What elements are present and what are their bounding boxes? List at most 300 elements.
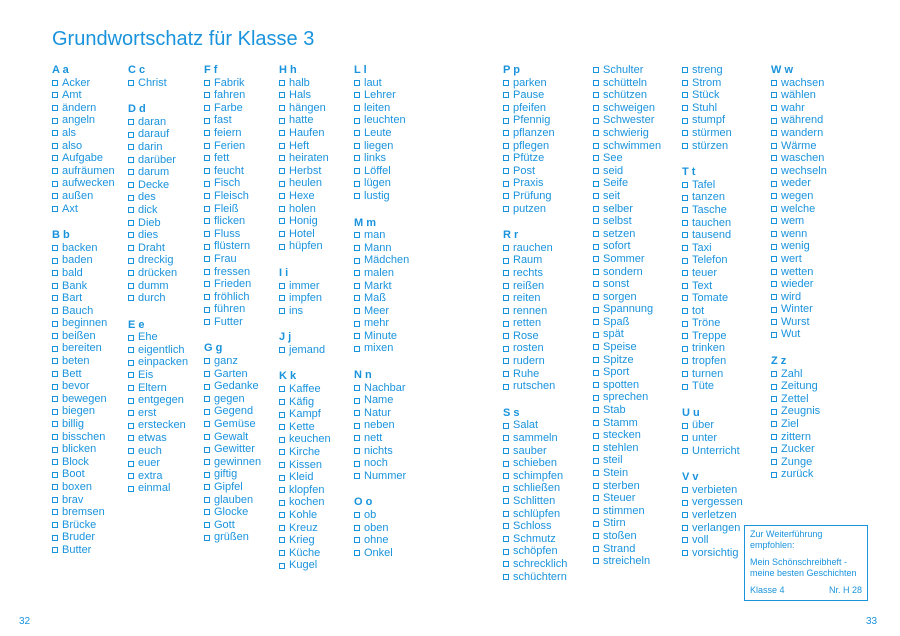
word-item	[771, 328, 827, 341]
checkbox-icon	[52, 409, 58, 415]
checkbox-icon	[593, 294, 599, 300]
word-item	[52, 102, 115, 115]
word-text: biegen	[62, 405, 96, 418]
word-text: etwas	[138, 432, 167, 445]
word-text: jemand	[289, 343, 326, 356]
word-item	[52, 431, 115, 444]
letter-group	[128, 64, 188, 89]
word-item	[354, 382, 409, 395]
checkbox-icon	[593, 521, 599, 527]
checkbox-icon	[503, 371, 509, 377]
word-text: sonst	[603, 278, 630, 291]
word-text: backen	[62, 241, 98, 254]
checkbox-icon	[52, 258, 58, 264]
word-text: Ferien	[214, 139, 246, 152]
checkbox-icon	[682, 333, 688, 339]
word-item	[503, 495, 567, 508]
word-text: selbst	[603, 215, 632, 228]
word-item	[279, 433, 331, 446]
word-item	[279, 165, 331, 178]
word-text: wählen	[781, 89, 816, 102]
word-item	[52, 355, 115, 368]
letter-group	[682, 64, 743, 152]
checkbox-icon	[682, 346, 688, 352]
checkbox-icon	[204, 447, 210, 453]
word-text: seid	[603, 164, 624, 177]
word-text: steil	[603, 454, 623, 467]
checkbox-icon	[682, 143, 688, 149]
letter-group	[593, 64, 661, 568]
checkbox-icon	[593, 181, 599, 187]
word-item	[503, 190, 567, 203]
checkbox-icon	[771, 434, 777, 440]
word-text: immer	[289, 279, 320, 292]
word-item	[354, 305, 409, 318]
word-text: Telefon	[692, 254, 728, 267]
checkbox-icon	[354, 333, 360, 339]
word-item	[204, 266, 261, 279]
letter-heading: S s	[503, 406, 520, 419]
word-item	[354, 127, 409, 140]
word-item	[204, 506, 261, 519]
checkbox-icon	[503, 270, 509, 276]
word-item	[771, 228, 827, 241]
checkbox-icon	[204, 497, 210, 503]
word-item	[52, 494, 115, 507]
word-text: Zettel	[781, 392, 809, 405]
word-text: Gemüse	[214, 418, 256, 431]
word-item	[128, 77, 188, 90]
word-text: brav	[62, 493, 84, 506]
info-line-4: meine besten Geschichten	[750, 568, 857, 578]
word-item	[682, 496, 743, 509]
word-item	[279, 77, 331, 90]
word-item	[128, 267, 188, 280]
checkbox-icon	[204, 509, 210, 515]
checkbox-icon	[503, 295, 509, 301]
word-text: sauber	[513, 444, 547, 457]
checkbox-icon	[128, 347, 134, 353]
word-text: flüstern	[214, 240, 251, 253]
checkbox-icon	[503, 333, 509, 339]
word-text: fröhlich	[214, 290, 250, 303]
word-item	[682, 380, 743, 393]
word-text: keuchen	[289, 433, 331, 446]
word-text: kochen	[289, 496, 325, 509]
word-text: wird	[781, 290, 802, 303]
word-item	[593, 291, 661, 304]
word-item	[593, 467, 661, 480]
word-text: halb	[289, 76, 310, 89]
word-text: Spaß	[603, 315, 630, 328]
word-item	[593, 77, 661, 90]
word-item	[771, 215, 827, 228]
checkbox-icon	[52, 155, 58, 161]
checkbox-icon	[593, 558, 599, 564]
letter-heading: O o	[354, 496, 373, 509]
checkbox-icon	[354, 308, 360, 314]
checkbox-icon	[354, 385, 360, 391]
word-text: Gewitter	[214, 443, 255, 456]
letter-heading: V v	[682, 471, 699, 484]
checkbox-icon	[279, 487, 285, 493]
checkbox-icon	[204, 218, 210, 224]
page-number-right: 33	[866, 616, 878, 627]
checkbox-icon	[682, 283, 688, 289]
checkbox-icon	[128, 385, 134, 391]
word-item	[354, 254, 409, 267]
word-item	[682, 432, 743, 445]
word-text: ändern	[62, 101, 97, 114]
word-item	[52, 152, 115, 165]
checkbox-icon	[771, 459, 777, 465]
checkbox-icon	[503, 448, 509, 454]
word-item	[204, 355, 261, 368]
checkbox-icon	[204, 118, 210, 124]
info-line-1: Zur Weiterführung	[750, 529, 823, 539]
checkbox-icon	[279, 308, 285, 314]
word-text: Maß	[364, 292, 386, 305]
word-text: bald	[62, 266, 83, 279]
word-text: klopfen	[289, 483, 325, 496]
checkbox-icon	[593, 193, 599, 199]
checkbox-icon	[354, 258, 360, 264]
word-item	[354, 407, 409, 420]
checkbox-icon	[593, 395, 599, 401]
word-text: wegen	[781, 189, 814, 202]
word-item	[503, 380, 567, 393]
word-text: Fleisch	[214, 189, 249, 202]
word-text: Dieb	[138, 216, 161, 229]
checkbox-icon	[593, 508, 599, 514]
checkbox-icon	[128, 398, 134, 404]
word-item	[771, 278, 827, 291]
letter-heading: J j	[279, 331, 292, 344]
word-item	[593, 140, 661, 153]
word-text: schwierig	[603, 126, 649, 139]
word-text: gegen	[214, 392, 245, 405]
word-item	[682, 204, 743, 217]
word-item	[204, 177, 261, 190]
word-item	[354, 242, 409, 255]
word-item	[593, 530, 661, 543]
word-text: fast	[214, 114, 232, 127]
word-item	[279, 383, 331, 396]
word-text: nett	[364, 432, 383, 445]
word-item	[682, 534, 743, 547]
word-text: Kohle	[289, 509, 318, 521]
checkbox-icon	[354, 550, 360, 556]
word-item	[771, 368, 827, 381]
checkbox-icon	[279, 537, 285, 543]
word-text: Kreuz	[289, 521, 318, 534]
word-text: liegen	[364, 139, 394, 152]
checkbox-icon	[52, 270, 58, 276]
word-item	[503, 445, 567, 458]
word-item	[682, 330, 743, 343]
word-item	[682, 484, 743, 497]
checkbox-icon	[52, 509, 58, 515]
word-text: Wurst	[781, 315, 810, 328]
checkbox-icon	[354, 321, 360, 327]
word-text: tausend	[692, 229, 732, 242]
checkbox-icon	[593, 118, 599, 124]
checkbox-icon	[682, 384, 688, 390]
checkbox-icon	[593, 206, 599, 212]
word-text: blicken	[62, 443, 97, 456]
checkbox-icon	[593, 92, 599, 98]
letter-group	[279, 331, 331, 356]
word-item	[279, 496, 331, 509]
word-text: euch	[138, 444, 162, 457]
word-item	[52, 317, 115, 330]
word-item	[503, 203, 567, 216]
word-item	[354, 419, 409, 432]
word-item	[503, 102, 567, 115]
word-text: Zahl	[781, 367, 803, 380]
word-text: Haufen	[289, 126, 325, 139]
word-text: gewinnen	[214, 455, 262, 468]
word-text: streicheln	[603, 555, 651, 568]
word-item	[503, 330, 567, 343]
checkbox-icon	[52, 484, 58, 490]
word-item	[52, 456, 115, 469]
word-text: reiten	[513, 292, 541, 305]
word-text: Schmutz	[513, 532, 556, 545]
checkbox-icon	[593, 307, 599, 313]
word-text: giftig	[214, 468, 238, 481]
word-text: Stuhl	[692, 101, 718, 114]
word-item	[771, 177, 827, 190]
checkbox-icon	[279, 143, 285, 149]
checkbox-icon	[682, 550, 688, 556]
word-text: Ruhe	[513, 367, 540, 380]
word-item	[52, 519, 115, 532]
checkbox-icon	[52, 447, 58, 453]
checkbox-icon	[593, 218, 599, 224]
checkbox-icon	[279, 475, 285, 481]
checkbox-icon	[593, 357, 599, 363]
word-item	[204, 519, 261, 532]
checkbox-icon	[204, 155, 210, 161]
checkbox-icon	[771, 105, 777, 111]
word-item	[354, 267, 409, 280]
word-item	[771, 291, 827, 304]
checkbox-icon	[771, 447, 777, 453]
word-item	[593, 454, 661, 467]
word-item	[593, 177, 661, 190]
word-text: Gedanke	[214, 380, 259, 393]
checkbox-icon	[771, 307, 777, 313]
word-text: Bruder	[62, 531, 96, 544]
word-item	[204, 405, 261, 418]
word-text: bremsen	[62, 506, 105, 519]
word-item	[593, 114, 661, 127]
word-text: wieder	[781, 278, 814, 291]
word-item	[682, 254, 743, 267]
word-item	[771, 203, 827, 216]
checkbox-icon	[279, 512, 285, 518]
checkbox-icon	[503, 473, 509, 479]
word-item	[682, 305, 743, 318]
word-text: ob	[364, 509, 377, 521]
checkbox-icon	[354, 410, 360, 416]
letter-heading: M m	[354, 216, 376, 229]
word-item	[503, 152, 567, 165]
checkbox-icon	[593, 495, 599, 501]
word-text: leuchten	[364, 114, 406, 127]
checkbox-icon	[128, 195, 134, 201]
word-text: durch	[138, 292, 166, 305]
word-text: verletzen	[692, 509, 737, 521]
checkbox-icon	[52, 80, 58, 86]
word-item	[52, 114, 115, 127]
checkbox-icon	[503, 346, 509, 352]
checkbox-icon	[503, 206, 509, 212]
word-text: Bank	[62, 279, 88, 292]
word-item	[279, 509, 331, 522]
word-text: schütteln	[603, 76, 648, 89]
word-text: wenig	[781, 240, 810, 253]
word-text: also	[62, 139, 83, 152]
word-item	[503, 114, 567, 127]
word-text: pflegen	[513, 139, 550, 152]
word-item	[204, 77, 261, 90]
letter-heading: U u	[682, 406, 700, 419]
word-text: Frau	[214, 252, 237, 265]
checkbox-icon	[128, 435, 134, 441]
word-text: Meer	[364, 304, 390, 317]
checkbox-icon	[503, 549, 509, 555]
word-item	[354, 77, 409, 90]
checkbox-icon	[503, 92, 509, 98]
word-item	[771, 165, 827, 178]
word-item	[593, 492, 661, 505]
word-text: bewegen	[62, 392, 107, 405]
word-item	[52, 506, 115, 519]
word-text: laut	[364, 76, 382, 89]
word-item	[593, 517, 661, 530]
word-text: Käfig	[289, 395, 315, 408]
word-text: bereiten	[62, 342, 102, 355]
letter-heading: B b	[52, 229, 70, 242]
word-text: streng	[692, 64, 723, 76]
word-text: daran	[138, 115, 167, 128]
word-item	[593, 429, 661, 442]
word-item	[682, 355, 743, 368]
checkbox-icon	[128, 182, 134, 188]
word-column-6	[503, 64, 567, 583]
word-item	[771, 152, 827, 165]
word-text: Kampf	[289, 408, 321, 421]
word-text: impfen	[289, 292, 323, 305]
word-item	[593, 391, 661, 404]
word-text: Bauch	[62, 304, 94, 317]
word-text: hüpfen	[289, 240, 323, 253]
checkbox-icon	[279, 206, 285, 212]
word-item	[593, 278, 661, 291]
letter-group	[279, 64, 331, 253]
word-text: Name	[364, 394, 394, 407]
word-item	[354, 547, 409, 560]
checkbox-icon	[204, 181, 210, 187]
checkbox-icon	[279, 168, 285, 174]
checkbox-icon	[128, 283, 134, 289]
word-item	[52, 531, 115, 544]
word-item	[279, 203, 331, 216]
word-text: Stein	[603, 467, 629, 479]
checkbox-icon	[128, 220, 134, 226]
word-item	[503, 558, 567, 571]
checkbox-icon	[204, 269, 210, 275]
word-item	[682, 77, 743, 90]
checkbox-icon	[52, 421, 58, 427]
checkbox-icon	[503, 130, 509, 136]
word-item	[204, 481, 261, 494]
word-item	[682, 509, 743, 522]
word-text: nichts	[364, 444, 393, 457]
word-text: Winter	[781, 303, 813, 316]
checkbox-icon	[354, 193, 360, 199]
word-item	[503, 520, 567, 533]
word-item	[354, 470, 409, 483]
checkbox-icon	[593, 80, 599, 86]
word-item	[593, 555, 661, 568]
checkbox-icon	[204, 409, 210, 415]
checkbox-icon	[593, 281, 599, 287]
checkbox-icon	[128, 335, 134, 341]
word-text: Decke	[138, 178, 170, 191]
word-item	[52, 177, 115, 190]
word-item	[128, 445, 188, 458]
checkbox-icon	[593, 407, 599, 413]
word-item	[128, 382, 188, 395]
checkbox-icon	[204, 281, 210, 287]
checkbox-icon	[52, 459, 58, 465]
word-item	[279, 408, 331, 421]
word-text: wandern	[781, 126, 824, 139]
letter-heading: W w	[771, 64, 793, 76]
word-item	[128, 229, 188, 242]
checkbox-icon	[52, 118, 58, 124]
word-item	[52, 393, 115, 406]
word-item	[771, 77, 827, 90]
word-item	[52, 127, 115, 140]
word-item	[204, 443, 261, 456]
word-item	[503, 457, 567, 470]
word-text: Spannung	[603, 303, 654, 316]
word-text: erstecken	[138, 419, 186, 432]
word-item	[503, 254, 567, 267]
word-item	[279, 240, 331, 253]
checkbox-icon	[279, 105, 285, 111]
word-text: lügen	[364, 177, 391, 190]
word-text: Bart	[62, 292, 83, 305]
word-text: stürzen	[692, 139, 729, 152]
letter-heading: L l	[354, 64, 367, 76]
word-item	[128, 154, 188, 167]
word-item	[204, 102, 261, 115]
word-text: Seife	[603, 177, 629, 190]
checkbox-icon	[204, 434, 210, 440]
word-item	[204, 494, 261, 507]
word-text: putzen	[513, 202, 547, 215]
word-item	[771, 102, 827, 115]
word-text: stehlen	[603, 441, 639, 454]
word-text: fett	[214, 152, 230, 165]
word-item	[52, 342, 115, 355]
word-item	[771, 316, 827, 329]
